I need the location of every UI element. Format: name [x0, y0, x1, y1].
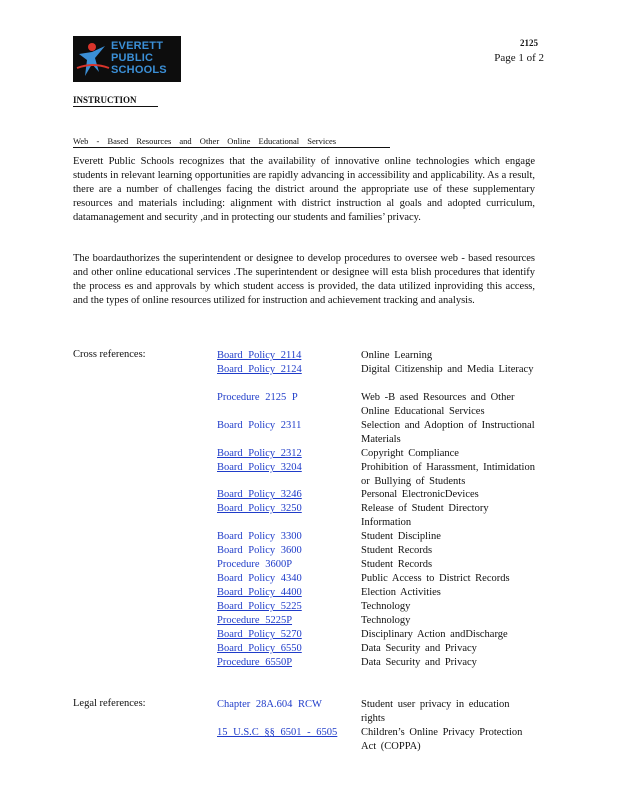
legal-references-label: Legal references:	[73, 698, 146, 709]
reference-description: Children’s Online Privacy Protection Act (COPPA)	[361, 727, 523, 752]
reference-link[interactable]: 15 U.S.C §§ 6501 - 6505	[217, 727, 338, 738]
reference-description: Technology	[361, 615, 411, 626]
reference-description: Release of Student Directory Information	[361, 503, 489, 528]
reference-link[interactable]: Board Policy 4400	[217, 587, 302, 598]
reference-description: Copyright Compliance	[361, 448, 459, 459]
reference-link[interactable]: Board Policy 5225	[217, 601, 302, 612]
logo-text: EVERETT PUBLIC SCHOOLS	[111, 40, 167, 76]
reference-description: Student Discipline	[361, 531, 441, 542]
reference-description: Web -B ased Resources and Other Online Educational Services	[361, 392, 515, 417]
reference-link[interactable]: Board Policy 2311	[217, 420, 302, 431]
reference-link[interactable]: Board Policy 4340	[217, 573, 302, 584]
policy-code: 2125	[520, 38, 538, 48]
reference-description: Online Learning	[361, 350, 433, 361]
reference-link[interactable]: Board Policy 3246	[217, 489, 302, 500]
reference-link[interactable]: Board Policy 3250	[217, 503, 302, 514]
reference-link[interactable]: Board Policy 3204	[217, 462, 302, 473]
paragraph-1: Everett Public Schools recognizes that the availability of innovative online technologies which engage students in relevant learning opportunities are rapidly advancing in accessibility and applicability. As a result, there are a number of challenges facing the district around the appropriate use of these supplementary resources and materials including: alignment with district instruction al goals and adopted curriculum, datamanagement and security ,and in protecting our students and families’ privacy.	[73, 156, 535, 223]
reference-link[interactable]: Procedure 2125 P	[217, 392, 298, 403]
reference-link[interactable]: Procedure 5225P	[217, 615, 293, 626]
reference-description: Public Access to District Records	[361, 573, 510, 584]
reference-description: Student user privacy in education rights	[361, 699, 510, 724]
reference-link[interactable]: Board Policy 3300	[217, 531, 302, 542]
reference-description: Selection and Adoption of Instructional Materials	[361, 420, 535, 445]
paragraph-2: The boardauthorizes the superintendent or designee to develop procedures to oversee web - based resources and other online educational services .The superintendent or designee will esta blish procedures that identify the process es and approvals by which student access is provided, the data utilized inproviding this access, and the types of online resources utilized for instruction and achievement tracking and analysis.	[73, 253, 535, 306]
reference-link[interactable]: Procedure 6550P	[217, 657, 293, 668]
district-logo	[73, 36, 181, 82]
reference-description: Prohibition of Harassment, Intimidation or Bullying of Students	[361, 462, 535, 487]
reference-description: Student Records	[361, 559, 433, 570]
reference-link[interactable]: Board Policy 6550	[217, 643, 302, 654]
reference-description: Data Security and Privacy	[361, 657, 477, 668]
reference-link[interactable]: Board Policy 2114	[217, 350, 302, 361]
reference-link[interactable]: Chapter 28A.604 RCW	[217, 699, 322, 710]
reference-link[interactable]: Board Policy 3600	[217, 545, 302, 556]
cross-references-label: Cross references:	[73, 349, 146, 360]
section-heading: INSTRUCTION	[73, 95, 158, 107]
reference-description: Digital Citizenship and Media Literacy	[361, 364, 534, 375]
policy-title: Web - Based Resources and Other Online Educational Services	[73, 136, 390, 148]
reference-description: Disciplinary Action andDischarge	[361, 629, 508, 640]
reference-link[interactable]: Procedure 3600P	[217, 559, 293, 570]
reference-link[interactable]: Board Policy 2312	[217, 448, 302, 459]
reference-link[interactable]: Board Policy 5270	[217, 629, 302, 640]
reference-description: Technology	[361, 601, 411, 612]
reference-description: Personal ElectronicDevices	[361, 489, 479, 500]
reference-description: Student Records	[361, 545, 433, 556]
reference-description: Data Security and Privacy	[361, 643, 477, 654]
student-figure-icon	[75, 38, 111, 80]
page-number: Page 1 of 2	[494, 52, 544, 64]
reference-description: Election Activities	[361, 587, 441, 598]
reference-link[interactable]: Board Policy 2124	[217, 364, 302, 375]
